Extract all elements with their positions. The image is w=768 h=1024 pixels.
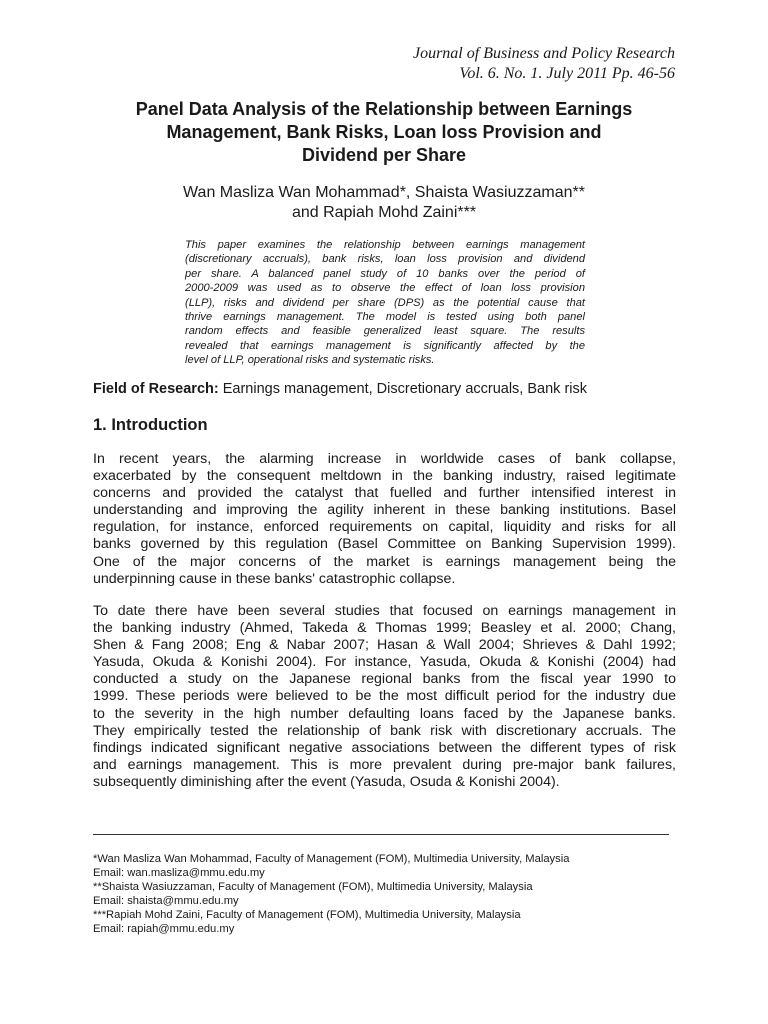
title-line: Dividend per Share: [301, 145, 467, 165]
paragraph-line: Yasuda, Okuda & Konishi 2004). For instance, Yasuda, Okuda & Konishi (2004) had: [93, 654, 676, 671]
paragraph-line: Shen & Fang 2008; Eng & Nabar 2007; Hasan & Wall 2004; Shrieves & Dahl 1992;: [93, 637, 676, 654]
paragraph-line: banks governed by this regulation (Basel Committee on Banking Supervision 1999).: [93, 536, 676, 553]
abstract-line: level of LLP, operational risks and systematic risks.: [185, 354, 435, 367]
author-line: and Rapiah Mohd Zaini***: [291, 204, 477, 221]
abstract-line: (LLP), risks and dividend per share (DPS) as the potential cause that: [185, 296, 585, 309]
paragraph-line: understanding and improving the agility inherent in these banking institutions. Basel: [93, 502, 676, 519]
intro-paragraph-1: [93, 451, 676, 588]
field-label: Field of Research:: [93, 381, 219, 397]
abstract-line: This paper examines the relationship between earnings management: [185, 239, 585, 251]
abstract-line: (discretionary accruals), bank risks, loan loss provision and dividend: [185, 253, 585, 266]
footnote-divider: [93, 834, 669, 835]
paragraph-line: To date there have been several studies that focused on earnings management in: [93, 603, 676, 619]
paragraph-line: 1999. These periods were believed to be the most difficult period for the industry due: [93, 688, 676, 705]
paragraph-line: underpinning cause in these banks' catastrophic collapse.: [93, 570, 456, 587]
footnotes: [93, 852, 569, 936]
footnote-line: Email: shaista@mmu.edu.my: [93, 895, 239, 907]
footnote-line: Email: rapiah@mmu.edu.my: [93, 923, 235, 935]
author-list: [80, 183, 688, 223]
abstract-line: thrive earnings management. The model is tested using both panel: [185, 311, 585, 324]
paragraph-line: findings indicated significant negative associations between the different types of risk: [93, 739, 676, 756]
author-line: Wan Masliza Wan Mohammad*, Shaista Wasiuzzaman**: [183, 184, 585, 201]
intro-paragraph-2: [93, 603, 676, 791]
footnote-line: ***Rapiah Mohd Zaini, Faculty of Management (FOM), Multimedia University, Malaysia: [93, 909, 521, 921]
abstract-line: random effects and feasible generalized least square. The results: [185, 325, 585, 338]
footnote-line: Email: wan.masliza@mmu.edu.my: [93, 867, 265, 879]
journal-name: Journal of Business and Policy Research: [412, 45, 675, 62]
paragraph-line: to the severity in the high number defaulting loans faced by the Japanese banks.: [93, 705, 676, 722]
paragraph-line: exacerbated by the consequent meltdown in the banking industry, raised legitimate: [93, 468, 676, 485]
abstract-line: per share. A balanced panel study of 10 banks over the period of: [185, 267, 585, 280]
title-line: Panel Data Analysis of the Relationship between Earnings: [135, 99, 633, 119]
footnote-line: *Wan Masliza Wan Mohammad, Faculty of Management (FOM), Multimedia University, Malaysia: [93, 853, 570, 865]
abstract: [185, 238, 585, 368]
footnote-line: **Shaista Wasiuzzaman, Faculty of Management (FOM), Multimedia University, Malaysia: [93, 881, 533, 893]
paragraph-line: subsequently diminishing after the event (Yasuda, Osuda & Konishi 2004).: [93, 773, 560, 790]
paragraph-line: They empirically tested the relationship of bank risk with discretionary accruals. The: [93, 722, 676, 739]
field-value: Earnings management, Discretionary accruals, Bank risk: [218, 381, 587, 397]
paper-title: [80, 98, 688, 167]
paragraph-line: conducted a study on the Japanese regional banks from the fiscal year 1990 to: [93, 671, 676, 688]
paragraph-line: and earnings management. This is more prevalent during pre-major bank failures,: [93, 756, 676, 773]
abstract-line: revealed that earnings management is significantly affected by the: [185, 339, 585, 352]
section-heading: 1. Introduction: [93, 416, 208, 434]
abstract-line: 2000-2009 was used as to observe the effect of loan loss provision: [185, 282, 585, 295]
paragraph-line: In recent years, the alarming increase in worldwide cases of bank collapse,: [93, 451, 676, 467]
paragraph-line: One of the major concerns of the market is earnings management being the: [93, 553, 676, 570]
paragraph-line: the banking industry (Ahmed, Takeda & Thomas 1999; Beasley et al. 2000; Chang,: [93, 620, 676, 637]
journal-volume: Vol. 6. No. 1. July 2011 Pp. 46-56: [459, 65, 675, 82]
paragraph-line: regulation, for instance, enforced requirements on capital, liquidity and risks for all: [93, 519, 676, 536]
paragraph-line: concerns and provided the catalyst that fuelled and further intensified interest in: [93, 485, 676, 502]
title-line: Management, Bank Risks, Loan loss Provision and: [166, 122, 602, 142]
field-of-research: [93, 380, 587, 398]
